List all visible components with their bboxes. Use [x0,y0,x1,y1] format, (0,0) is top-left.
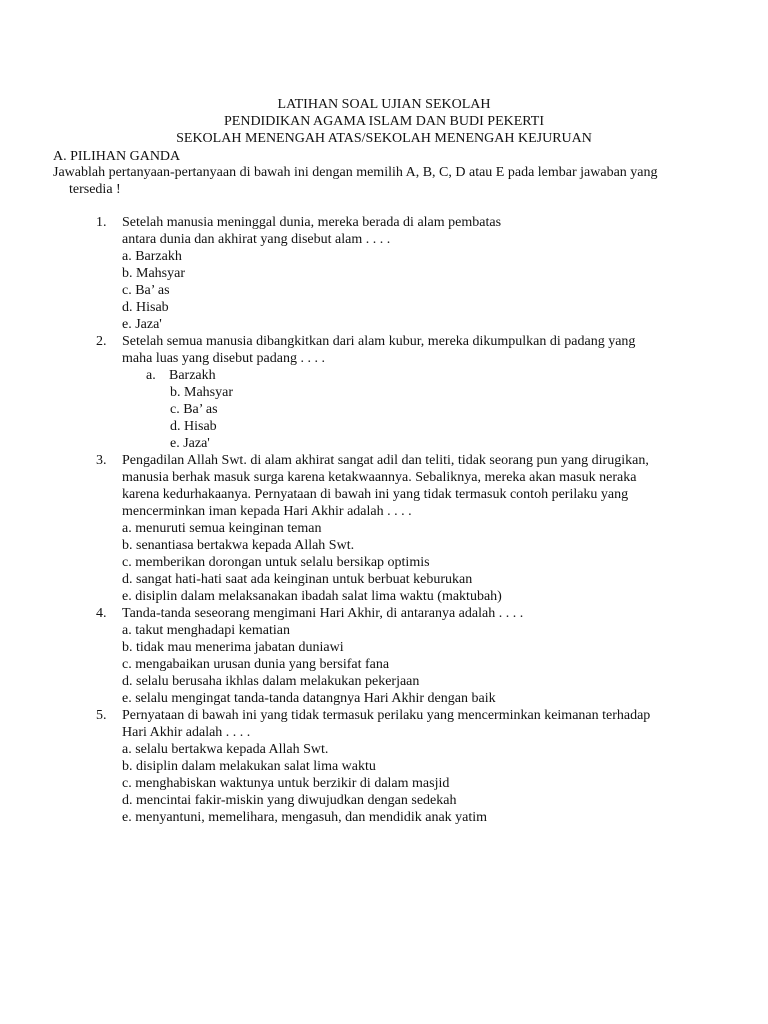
question-4 [0,605,768,707]
option-item: d. mencintai fakir-miskin yang diwujudkan dengan sedekah [122,793,457,808]
title-line-2: PENDIDIKAN AGAMA ISLAM DAN BUDI PEKERTI [224,114,544,129]
option-item: b. Mahsyar [170,385,233,400]
question-text [122,605,768,622]
option-item: a. takut menghadapi kematian [122,623,290,638]
option-list [0,367,768,452]
question-number: 2. [96,334,107,349]
title-line-1: LATIHAN SOAL UJIAN SEKOLAH [277,97,491,112]
option-list [0,622,768,707]
option-item: e. Jaza' [122,317,162,332]
option-item: e. Jaza' [170,436,210,451]
question-number: 3. [96,453,107,468]
option-item: b. tidak mau menerima jabatan duniawi [122,640,344,655]
title-line-3: SEKOLAH MENENGAH ATAS/SEKOLAH MENENGAH KEJURUAN [176,131,592,146]
question-text-line: maha luas yang disebut padang . . . . [122,351,325,366]
question-text-line: antara dunia dan akhirat yang disebut alam . . . . [122,232,391,247]
question-2 [0,333,768,452]
question-text [122,333,768,367]
question-text [122,707,768,741]
option-list [0,741,768,826]
option-item: a. Barzakh [122,249,182,264]
option-item: b. disiplin dalam melakukan salat lima waktu [122,759,376,774]
option-item: d. Hisab [122,300,169,315]
option-item: e. disiplin dalam melaksanakan ibadah salat lima waktu (maktubah) [122,589,502,604]
option-text: Barzakh [169,368,216,383]
question-number: 4. [96,606,107,621]
question-number: 1. [96,215,107,230]
question-5 [0,707,768,826]
option-item: e. selalu mengingat tanda-tanda datangnya Hari Akhir dengan baik [122,691,496,706]
question-text-line: karena kedurhakaanya. Pernyataan di bawah ini yang tidak termasuk contoh perilaku yang [122,487,629,502]
option-list [0,520,768,605]
question-text [122,452,768,520]
option-item: d. selalu berusaha ikhlas dalam melakukan pekerjaan [122,674,420,689]
question-3 [0,452,768,605]
question-text-line: Setelah semua manusia dibangkitkan dari alam kubur, mereka dikumpulkan di padang yang [122,334,636,349]
option-item: b. senantiasa bertakwa kepada Allah Swt. [122,538,355,553]
question-number: 5. [96,708,107,723]
option-list [0,248,768,333]
instructions-line-1: Jawablah pertanyaan-pertanyaan di bawah ini dengan memilih A, B, C, D atau E pada lembar jawaban yang [53,165,658,180]
question-text-line: mencerminkan iman kepada Hari Akhir adalah . . . . [122,504,412,519]
question-list [0,214,768,826]
question-text [122,214,768,248]
option-item: a. selalu bertakwa kepada Allah Swt. [122,742,329,757]
question-text-line: manusia berhak masuk surga karena ketakwaannya. Sebaliknya, mereka akan masuk neraka [122,470,637,485]
section-heading: A. PILIHAN GANDA [53,149,181,164]
question-text-line: Hari Akhir adalah . . . . [122,725,251,740]
question-text-line: Setelah manusia meninggal dunia, mereka berada di alam pembatas [122,215,502,230]
option-item: b. Mahsyar [122,266,185,281]
option-item: c. memberikan dorongan untuk selalu bersikap optimis [122,555,430,570]
option-item: a. menuruti semua keinginan teman [122,521,322,536]
option-item: d. sangat hati-hati saat ada keinginan untuk berbuat keburukan [122,572,473,587]
option-item: d. Hisab [170,419,217,434]
option-item: c. Ba’ as [122,283,170,298]
option-item: c. menghabiskan waktunya untuk berzikir di dalam masjid [122,776,450,791]
option-letter: a. [146,368,156,383]
question-text-line: Pernyataan di bawah ini yang tidak termasuk perilaku yang mencerminkan keimanan terhadap [122,708,651,723]
option-item [146,367,768,384]
document-title [0,96,768,147]
option-item: e. menyantuni, memelihara, mengasuh, dan mendidik anak yatim [122,810,488,825]
option-item: c. Ba’ as [170,402,218,417]
instructions [53,164,743,198]
question-text-line: Pengadilan Allah Swt. di alam akhirat sangat adil dan teliti, tidak seorang pun yang dirugikan, [122,453,649,468]
question-text-line: Tanda-tanda seseorang mengimani Hari Akhir, di antaranya adalah . . . . [122,606,524,621]
instructions-line-2: tersedia ! [69,182,121,197]
question-1 [0,214,768,333]
option-item: c. mengabaikan urusan dunia yang bersifat fana [122,657,390,672]
